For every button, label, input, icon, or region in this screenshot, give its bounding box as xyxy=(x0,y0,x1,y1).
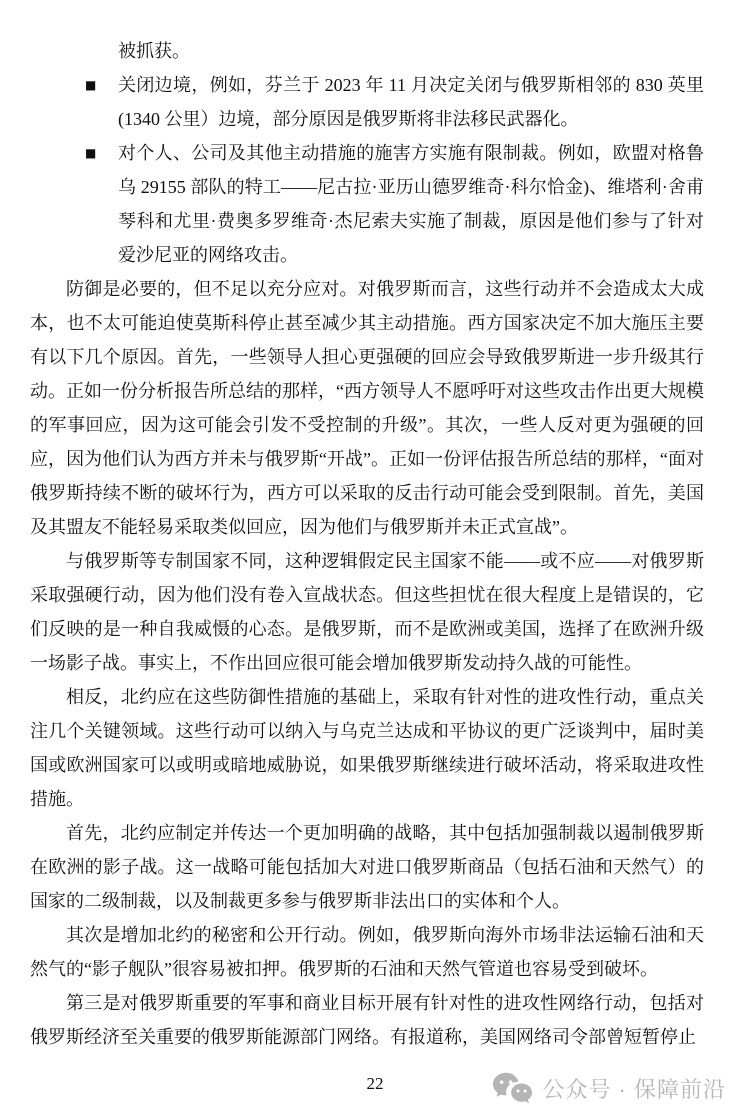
wechat-icon xyxy=(492,1072,533,1105)
bullet-item xyxy=(30,68,704,136)
paragraph: 首先，北约应制定并传达一个更加明确的战略，其中包括加强制裁以遏制俄罗斯在欧洲的影子战。这一战略可能包括加大对进口俄罗斯商品（包括石油和天然气）的国家的二级制裁，以及制裁更多参与俄罗斯非法出口的实体和个人。 xyxy=(30,823,704,911)
watermark-label: 公众号 · 保障前沿 xyxy=(542,1077,726,1102)
bullet-text: 对个人、公司及其他主动措施的施害方实施有限制裁。例如，欧盟对格鲁乌 29155 部队的特工——尼古拉·亚历山德罗维奇·科尔恰金)、维塔利·舍甫琴科和尤里·费奥多罗维奇·杰尼索夫实施了制裁，原因是他们参与了针对爱沙尼亚的网络攻击。 xyxy=(118,143,704,265)
paragraph: 第三是对俄罗斯重要的军事和商业目标开展有针对性的进攻性网络行动，包括对俄罗斯经济至关重要的俄罗斯能源部门网络。有报道称，美国网络司令部曾短暂停止 xyxy=(30,993,704,1047)
document-body xyxy=(30,34,704,1054)
watermark xyxy=(492,1072,726,1105)
paragraph: 其次是增加北约的秘密和公开行动。例如，俄罗斯向海外市场非法运输石油和天然气的“影子舰队”很容易被扣押。俄罗斯的石油和天然气管道也容易受到破坏。 xyxy=(30,925,704,979)
square-bullet-icon: ■ xyxy=(85,78,97,92)
bullet-item xyxy=(30,136,704,272)
paragraph: 相反，北约应在这些防御性措施的基础上，采取有针对性的进攻性行动，重点关注几个关键领域。这些行动可以纳入与乌克兰达成和平协议的更广泛谈判中，届时美国或欧洲国家可以或明或暗地威胁说，如果俄罗斯继续进行破坏活动，将采取进攻性措施。 xyxy=(30,687,704,809)
page-number: 22 xyxy=(366,1074,384,1093)
bullet-text: 关闭边境，例如，芬兰于 2023 年 11 月决定关闭与俄罗斯相邻的 830 英里(1340 公里）边境，部分原因是俄罗斯将非法移民武器化。 xyxy=(118,75,704,129)
paragraph: 防御是必要的，但不足以充分应对。对俄罗斯而言，这些行动并不会造成太大成本，也不太可能迫使莫斯科停止甚至减少其主动措施。西方国家决定不加大施压主要有以下几个原因。首先，一些领导人担心更强硬的回应会导致俄罗斯进一步升级其行动。正如一份分析报告所总结的那样，“西方领导人不愿呼吁对这些攻击作出更大规模的军事回应，因为这可能会引发不受控制的升级”。其次，一些人反对更为强硬的回应，因为他们认为西方并未与俄罗斯“开战”。正如一份评估报告所总结的那样，“面对俄罗斯持续不断的破坏行为，西方可以采取的反击行动可能会受到限制。首先，美国及其盟友不能轻易采取类似回应，因为他们与俄罗斯并未正式宣战”。 xyxy=(30,279,704,537)
paragraph: 与俄罗斯等专制国家不同，这种逻辑假定民主国家不能——或不应——对俄罗斯采取强硬行动，因为他们没有卷入宣战状态。但这些担忧在很大程度上是错误的，它们反映的是一种自我威慑的心态。是俄罗斯，而不是欧洲或美国，选择了在欧洲升级一场影子战。事实上，不作出回应很可能会增加俄罗斯发动持久战的可能性。 xyxy=(30,551,704,673)
square-bullet-icon: ■ xyxy=(85,146,97,160)
paragraph-continuation: 被抓获。 xyxy=(118,41,190,61)
